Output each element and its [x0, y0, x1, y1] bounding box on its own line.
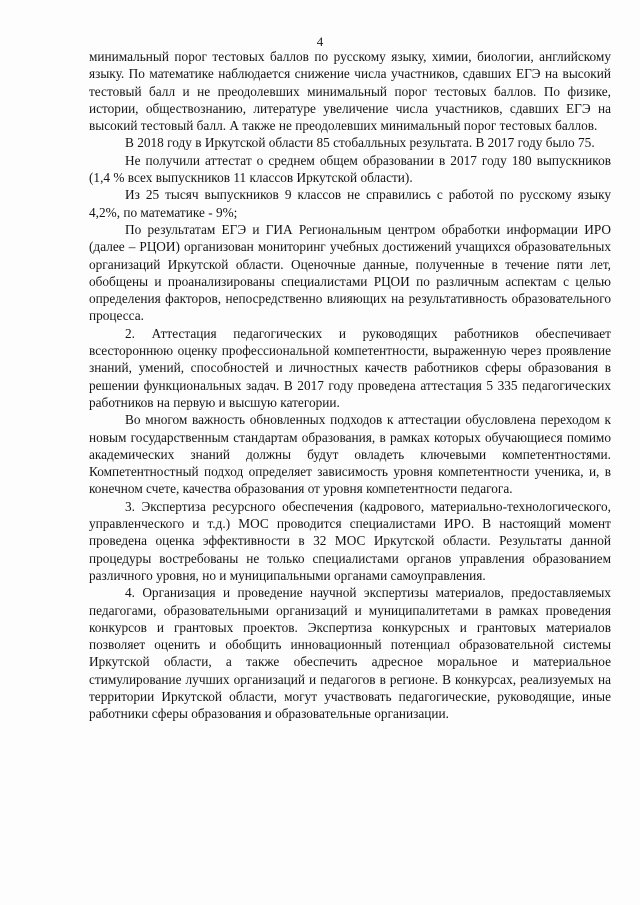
paragraph-item-2-attestation: 2. Аттестация педагогических и руководящих работников обеспечивает всестороннюю оценку профессиональной компетентности, выраженную через проявление знаний, умений, способностей и личностных качеств работников сферы образования в решении функциональных задач. В 2017 году проведена аттестация 5 335 педагогических работников на первую и высшую категории.	[89, 325, 611, 410]
paragraph-grade9-failures: Из 25 тысяч выпускников 9 классов не справились с работой по русскому языку 4,2%, по математике - 9%;	[89, 187, 611, 220]
paragraph-hundred-point-results: В 2018 году в Иркутской области 85 стобалльных результата. В 2017 году было 75.	[125, 135, 595, 151]
paragraph-rcoi-monitoring: По результатам ЕГЭ и ГИА Региональным центром обработки информации ИРО (далее – РЦОИ) организован мониторинг учебных достижений учащихся образовательных организаций Иркутской области. Оценочные данные, полученные в течение пяти лет, обобщены и проанализированы специалистами РЦОИ по различным аспектам с целью определения факторов, непосредственно влияющих на результативность образовательного процесса.	[89, 221, 611, 324]
paragraph-attestation-approaches: Во многом важность обновленных подходов к аттестации обусловлена переходом к новым государственным стандартам образования, в рамках которых обучающиеся помимо академических знаний должны будут овладеть ключевыми компетентностями. Компетентностный подход определяет зависимость уровня компетентности ученика, и, в конечном счете, качества образования от уровня компетентности педагога.	[89, 412, 611, 497]
page-number: 4	[316, 34, 324, 49]
paragraph-no-certificate: Не получили аттестат о среднем общем образовании в 2017 году 180 выпускников (1,4 % всех выпускников 11 классов Иркутской области).	[89, 152, 611, 186]
document-body	[89, 48, 611, 723]
paragraph-item-3-resource-expertise: 3. Экспертиза ресурсного обеспечения (кадрового, материально-технологического, управленческого и т.д.) МОС проводится специалистами ИРО. В настоящий момент проведена оценка эффективности в 32 МОС Иркутской области. Результаты данной процедуры востребованы не только специалистами органов управления образованием различного уровня, но и муниципальными органами самоуправления.	[89, 498, 611, 583]
paragraph-exam-results-continued: минимальный порог тестовых баллов по русскому языку, химии, биологии, английскому языку. По математике наблюдается снижение числа участников, сдавших ЕГЭ на высокий тестовый балл и не преодолевших минимальный порог тестовых баллов. По физике, истории, обществознанию, литературе увеличение числа участников, сдавших ЕГЭ на высокий тестовый балл. А также не преодолевших минимальный порог тестовых баллов.	[89, 49, 611, 134]
paragraph-item-4-scientific-expertise: 4. Организация и проведение научной экспертизы материалов, предоставляемых педагогами, образовательными организаций и муниципалитетами в рамках проведения конкурсов и грантовых проектов. Экспертиза конкурсных и грантовых материалов позволяет оценить и обобщить инновационный потенциал образовательной системы Иркутской области, а также обеспечить адресное моральное и материальное стимулирование лучших организаций и педагогов в регионе. В конкурсах, реализуемых на территории Иркутской области, могут участвовать педагогические, руководящие, иные работники сферы образования и образовательные организации.	[89, 585, 611, 722]
